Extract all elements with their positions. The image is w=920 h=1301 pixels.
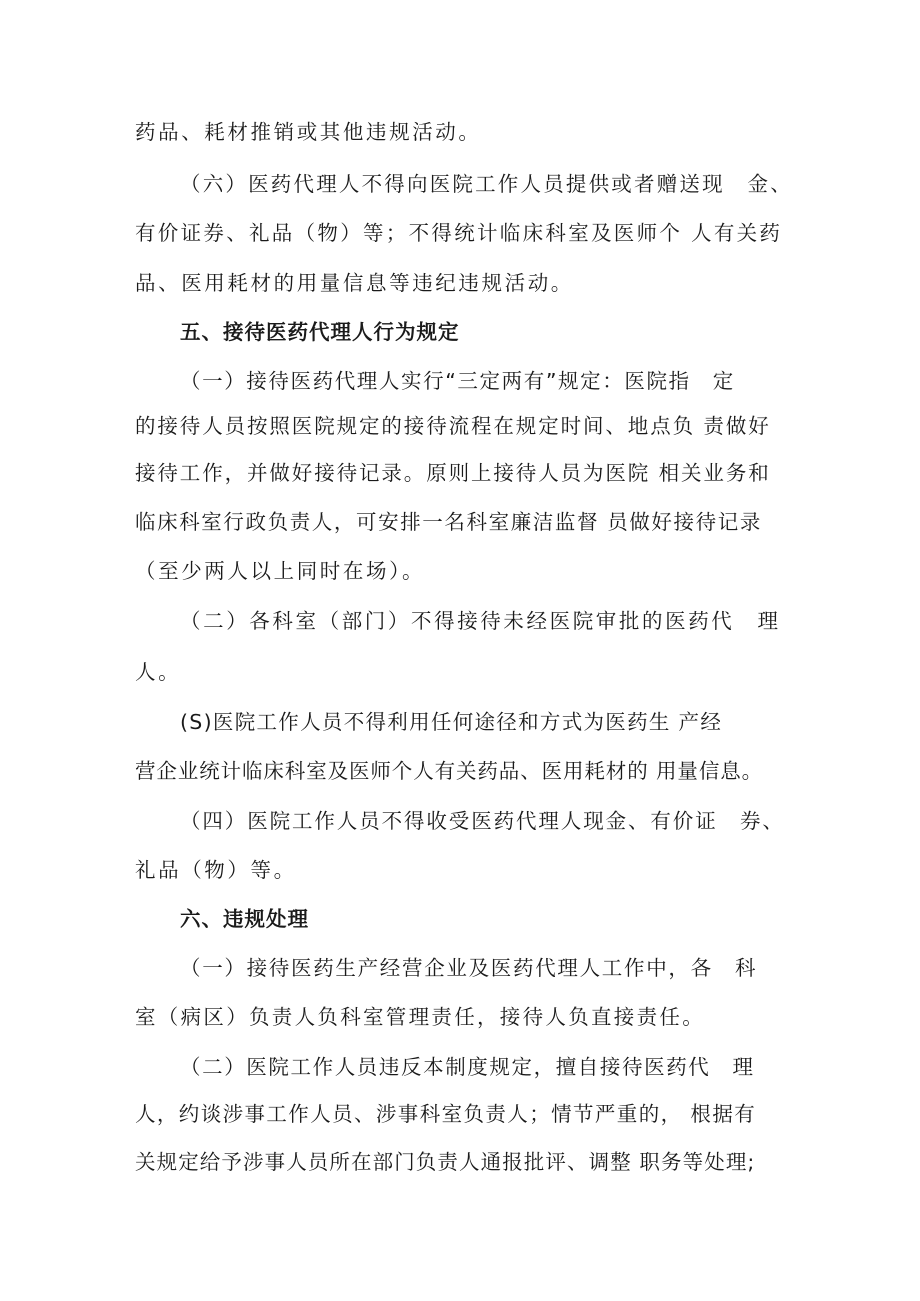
text-line: 人。 [135,660,182,684]
text-line: （二）各科室（部门）不得接待未经医院审批的医药代 理 [180,609,781,633]
text-line: （一）接待医药生产经营企业及医药代理人工作中，各 科 [180,956,758,980]
text-line: 关规定给予涉事人员所在部门负责人通报批评、调整 职务等处理; [135,1150,756,1174]
text-line: 有价证券、礼品（物）等；不得统计临床科室及医师个 人有关药 [135,221,783,245]
text-line: （至少两人以上同时在场）。 [135,559,426,583]
text-line: 接待工作，并做好接待记录。原则上接待人员为医院 相关业务和 [135,461,771,485]
text-line: 药品、耗材推销或其他违规活动。 [135,120,482,144]
text-line: 的接待人员按照医院规定的接待流程在规定时间、地点负 责做好 [135,414,771,438]
section-heading: 五、接待医药代理人行为规定 [180,320,460,344]
text-line: 临床科室行政负责人，可安排一名科室廉洁监督 员做好接待记录 [135,510,762,534]
text-line: 礼品（物）等。 [135,858,297,882]
text-line: 品、医用耗材的用量信息等违纪违规活动。 [135,271,574,295]
section-heading: 六、违规处理 [180,907,309,931]
text-line: （二）医院工作人员违反本制度规定，擅自接待医药代 理 [180,1055,755,1079]
text-line: （四）医院工作人员不得收受医药代理人现金、有价证 券、 [180,809,785,833]
text-line: (S)医院工作人员不得利用任何途径和方式为医药生 产经 [180,710,723,734]
text-line: 室（病区）负责人负科室管理责任，接待人负直接责任。 [135,1005,705,1029]
text-line: 人，约谈涉事工作人员、涉事科室负责人；情节严重的， 根据有 [135,1102,757,1126]
text-line: （六）医药代理人不得向医院工作人员提供或者赠送现 金、 [180,172,793,196]
text-line: （一）接待医药代理人实行“三定两有”规定：医院指 定 [180,369,735,393]
text-line: 营企业统计临床科室及医师个人有关药品、医用耗材的 用量信息。 [135,759,764,783]
